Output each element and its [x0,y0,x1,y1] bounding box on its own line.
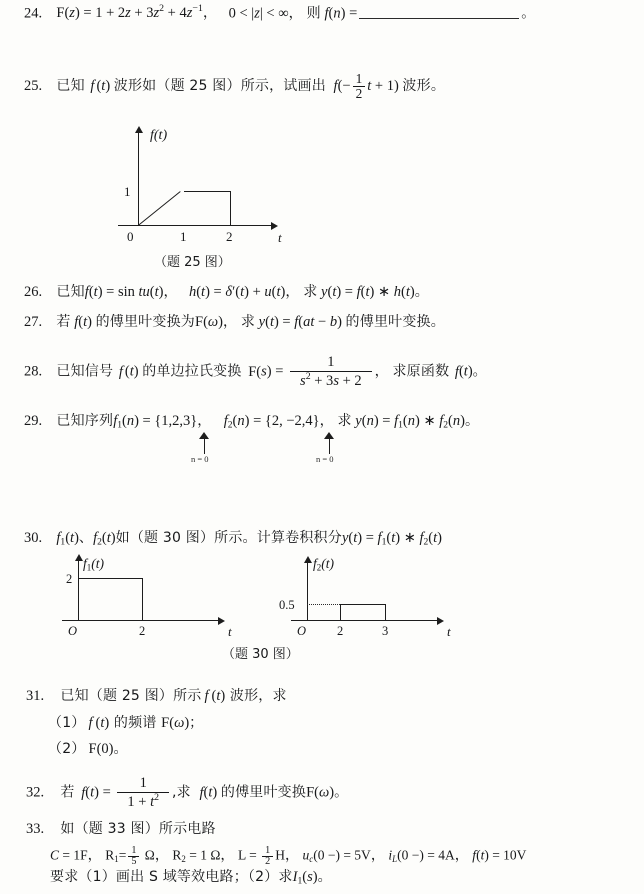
figure-30-left [50,548,280,648]
figure-25-y-axis-arrowhead [135,126,143,133]
fraction-laplace-28 [290,355,372,389]
answer-blank-24[interactable] [359,4,519,19]
question-28-text-c: 求原函数 [392,363,450,380]
question-27: 27. 若 f(t) 的傅里叶变换为F(ω)， 求 y(t) = f(at − b) 的傅里叶变换。 [24,314,445,330]
question-28-number: 28. [24,363,43,380]
figure-25-y-axis [138,132,139,226]
figure-30-right-origin-label: O [297,624,307,638]
question-26-text-b: 求 [303,284,318,300]
question-28-text-a: 已知信号 [56,363,114,380]
question-31-text: 已知（题 25 图）所示 [60,688,202,704]
figure-30-right-x-axis [291,620,439,621]
figure-25 [100,118,330,278]
figure-30-right-pulse-rising-edge [340,604,341,620]
figure-25-ramp-segment [138,191,180,225]
question-27-text-c: 求 [240,314,256,330]
question-28: 28. 已知信号 f (t) 的单边拉氏变换 F(s) = $\frac{1}{s^2 + 3s + 2}$ ， 求原函数 f(t)。 [24,354,487,389]
figure-25-x-axis-label: t [278,230,282,245]
question-29: 29. 已知序列$f_1(n) = \{1,2,3\}$， $f_2(n) = \{2$, −2,4}， 求 $y(n) = f_1(n)$ ∗ $f_2(n)$。 [24,413,480,431]
figure-25-falling-edge [230,191,231,226]
question-33 [26,822,216,837]
question-24-number: 24. [24,5,43,22]
figure-30-right-y-axis [307,562,308,620]
question-26: 26. 已知f(t) = sin tu(t)， h(t) = δ′(t) + u(t)， 求 y(t) = f(t) ∗ h(t)。 [24,284,429,300]
figure-30-left-y-axis-label: $f_1(t)$ [83,556,104,573]
fraction-numerator: 1 [355,71,363,86]
question-25-text-c: 波形。 [402,78,446,95]
question-31: 31. 已知（题 25 图）所示 f (t) 波形，求 [26,688,287,704]
figure-30-left-y-axis-arrowhead [75,554,83,561]
sequence-origin-label-1: n = 0 [191,454,209,464]
figure-30-left-x-axis-arrowhead [218,617,225,625]
question-27-text-d: 的傅里叶变换。 [345,314,445,330]
fraction-r1 [128,846,139,868]
figure-30-left-origin-label: O [68,624,78,638]
figure-30-right-y-tick-05: 0.5 [279,598,295,612]
figure-30-caption: （题 30 图） [222,647,299,662]
question-30-text: 如（题 30 图）所示。计算卷积积分 [115,530,342,546]
figure-30-right-level-guide [307,604,340,605]
fraction-denominator: 2 [262,856,273,867]
fraction-denominator: $1 + t^2$ [117,792,169,810]
fraction-numerator: 1 [265,845,271,856]
figure-25-x-axis [118,225,273,226]
question-32-number: 32. [26,784,45,801]
figure-30-right-y-axis-label: $f_2(t)$ [313,556,334,573]
figure-30-left-pulse-top [78,578,142,579]
question-26-number: 26. [24,284,43,300]
question-25-number: 25. [24,78,43,95]
question-33-parameters: C = 1F， $R_1=$ $\frac{1}{5}$ Ω， $R_2 = 1$ Ω， L = $\frac{1}{2}$ H， $u_c(0$ −) = 5V， $i_L(0$ −) = 4A， f(t) = 10V [50,845,527,868]
question-31-sub-1: （1） f (t) 的频谱 F(ω)； [48,715,204,731]
figure-30-left-pulse-falling-edge [142,578,143,620]
figure-30-left-x-axis-label: t [228,624,232,639]
figure-30-right-pulse-top [340,604,385,605]
question-30-number: 30. [24,530,43,546]
question-29-number: 29. [24,413,43,429]
question-33-number: 33. [26,821,45,837]
fraction-denominator: 5 [128,856,139,867]
figure-30-left-x-tick-2: 2 [139,624,146,638]
question-24-then: 则 [306,5,321,22]
figure-25-plateau-segment [184,191,230,192]
arrow-shaft [329,437,330,454]
figure-30-right [279,548,515,648]
question-31-sub-2: （2） F(0)。 [48,741,128,757]
question-24: 24. $F(z) = 1 + 2z + 3z^2 + 4z^{-1}$， 0 < |z| < ∞， 则 f(n) = 。 [24,3,536,22]
question-32-text-a: 若 [60,784,75,801]
question-27-number: 27. [24,314,43,330]
question-33-line3: 要求（1）画出 S 域等效电路；（2）求$I_1(s)$。 [50,869,332,887]
question-27-text-b: 的傅里叶变换为 [95,314,195,330]
arrow-shaft [204,437,205,454]
figure-30-right-pulse-falling-edge [385,604,386,620]
question-29-text-a: 已知序列 [56,413,114,429]
figure-25-origin-label: 0 [127,229,134,244]
question-32: 32. 若 f(t) = $\frac{1}{1 + t^2}$ ,求 f(t) 的傅里叶变换F(ω)。 [26,775,349,810]
question-25: 25. 已知 f (t) 波形如（题 25 图）所示，试画出 f(− $\frac{1}{2}$ t + 1) 波形。 [24,71,446,101]
figure-30-right-x-tick-2: 2 [337,624,344,638]
fraction-numerator: 1 [131,845,137,856]
question-25-text-a: 已知 [56,78,85,95]
figure-25-caption: （题 25 图） [154,255,231,270]
figure-30-left-pulse-rising-edge [78,578,79,620]
figure-30-right-x-axis-label: t [447,624,451,639]
figure-25-x-tick-1: 1 [180,229,187,244]
question-32-text-c: 的傅里叶变换 [220,784,307,801]
figure-30-left-y-tick-2: 2 [66,572,73,586]
fraction-numerator: 1 [327,354,335,370]
figure-30-right-x-tick-3: 3 [382,624,389,638]
fraction-denominator: 2 [353,86,366,101]
figure-30-right-y-axis-arrowhead [304,556,312,563]
figure-25-y-tick-1: 1 [124,184,131,199]
fraction-32 [117,776,169,810]
figure-25-y-axis-label: f(t) [150,128,168,143]
question-30: 30. $f_1(t)$、$f_2(t)$如（题 30 图）所示。计算卷积积分$y(t) = f_1(t)$ ∗ $f_2(t)$ [24,530,442,548]
sequence-origin-label-2: n = 0 [316,454,334,464]
figure-30-right-x-axis-arrowhead [437,617,444,625]
question-28-text-b: 的单边拉氏变换 [142,363,242,380]
question-33-line1: 如（题 33 图）所示电路 [60,821,216,837]
fraction-l [262,846,273,868]
figure-25-x-tick-2: 2 [226,229,233,244]
fraction-denominator: $s^2 + 3s + 2$ [290,371,372,389]
question-26-text-a: 已知 [56,284,85,300]
question-29-text-b: 求 [337,413,352,429]
question-25-text-b: 波形如（题 25 图）所示，试画出 [113,78,326,95]
fraction-numerator: 1 [139,775,147,791]
figure-25-x-axis-arrowhead [271,222,278,230]
question-31-number: 31. [26,688,45,704]
question-27-text-a: 若 [56,314,71,330]
figure-30-left-x-axis [62,620,220,621]
fraction-one-half-25 [353,72,366,100]
